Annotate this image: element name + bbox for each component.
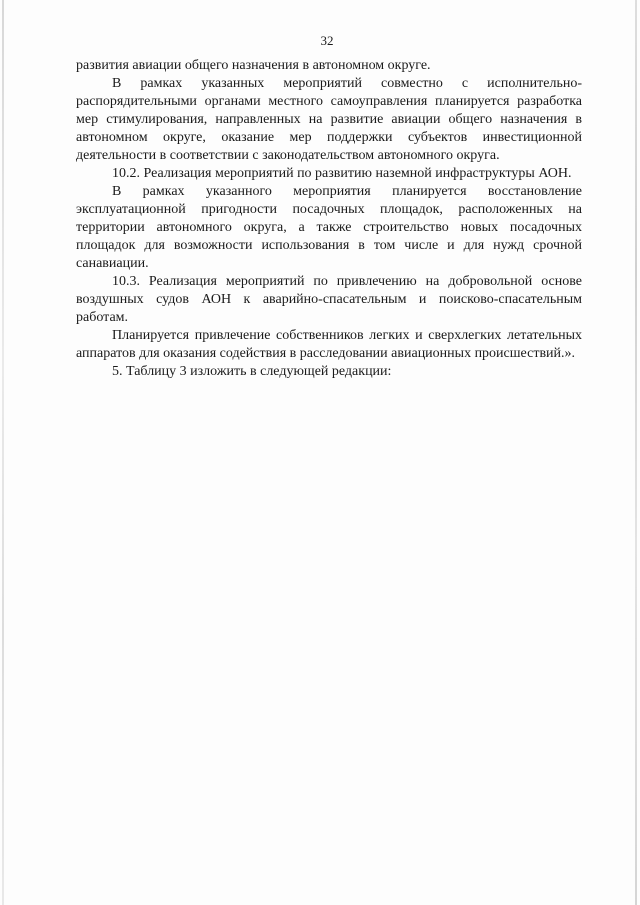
scan-edge-left	[2, 0, 4, 905]
paragraph: В рамках указанных мероприятий совместно с исполнительно-распорядительными органами местного самоуправления планируется разработка мер стимулирования, направленных на развитие авиации общего назначения в автономном округе, оказание мер поддержки субъектов инвестиционной деятельности в соответствии с законодательством автономного округа.	[76, 76, 582, 163]
page-number: 32	[320, 33, 334, 48]
section-heading: 10.3. Реализация мероприятий по привлечению на добровольной основе воздушных судов АОН к аварийно-спасательным и поисково-спасательным работам.	[76, 274, 582, 325]
section-heading: 10.2. Реализация мероприятий по развитию наземной инфраструктуры АОН.	[112, 166, 572, 181]
paragraph: 5. Таблицу 3 изложить в следующей редакции:	[112, 364, 392, 379]
paragraph: Планируется привлечение собственников легких и сверхлегких летательных аппаратов для оказания содействия в расследовании авиационных происшествий.».	[76, 328, 582, 361]
document-body	[76, 57, 582, 381]
paragraph-continuation: развития авиации общего назначения в автономном округе.	[76, 58, 431, 73]
scan-edge-right	[635, 0, 637, 905]
paragraph: В рамках указанного мероприятия планируется восстановление эксплуатационной пригодности посадочных площадок, расположенных на территории автономного округа, а также строительство новых посадочных площадок для возможности использования в том числе и для нужд срочной санавиации.	[76, 184, 582, 271]
